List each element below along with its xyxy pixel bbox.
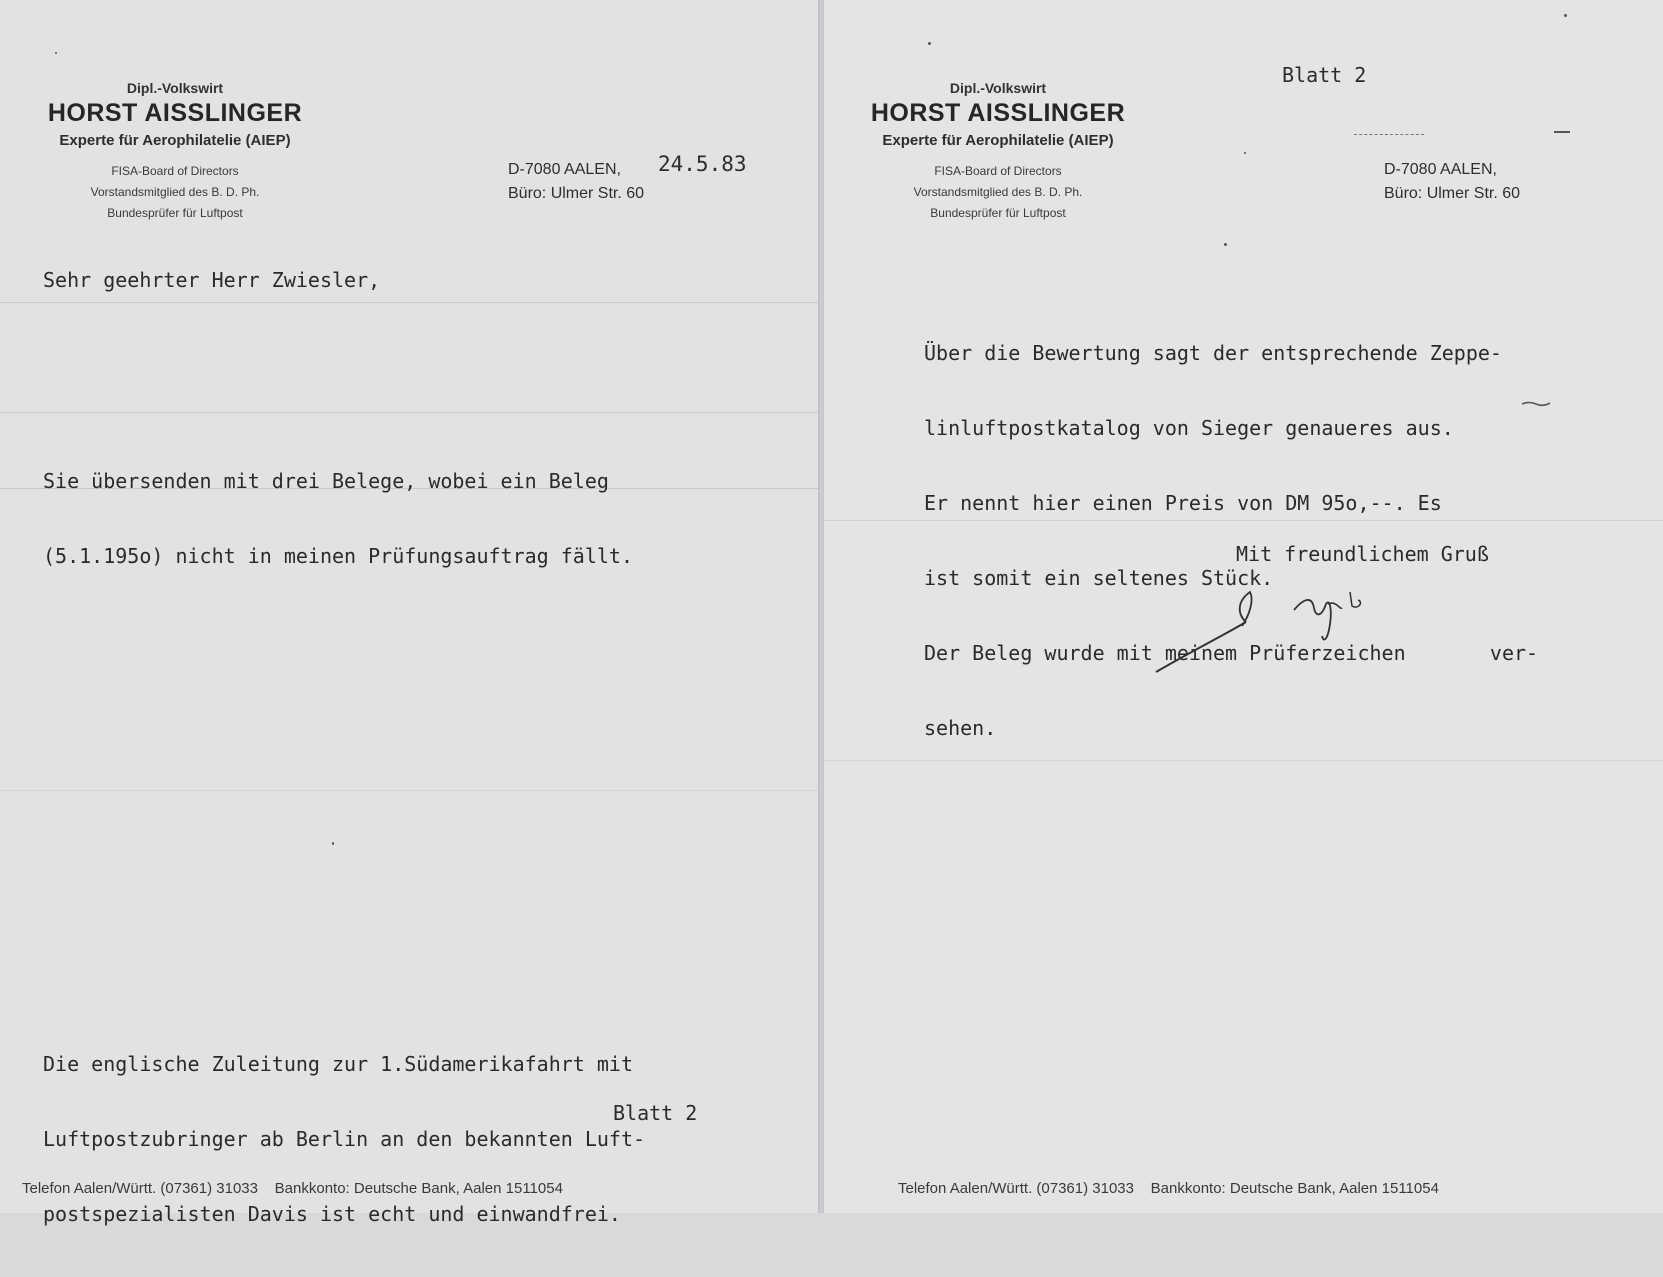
paper-speck <box>1564 14 1567 17</box>
sender-address <box>1384 158 1520 206</box>
fold-line <box>0 412 818 413</box>
text-line: Über die Bewertung sagt der entsprechende Zeppe- <box>924 341 1502 365</box>
continuation-note: Blatt 2 <box>613 1101 698 1125</box>
letterhead-role: Bundesprüfer für Luftpost <box>930 206 1066 220</box>
text-line: Luftpostzubringer ab Berlin an den bekannten Luft- <box>43 1127 646 1151</box>
footer: Telefon Aalen/Württ. (07361) 31033 Bankkonto: Deutsche Bank, Aalen 1511054 <box>22 1180 563 1197</box>
salutation: Sehr geehrter Herr Zwiesler, <box>43 268 381 292</box>
paper-smudge <box>1354 134 1424 136</box>
text-line: postspezialisten Davis ist echt und einwandfrei. <box>43 1202 621 1226</box>
paper-speck <box>332 842 334 845</box>
paragraph-2 <box>43 1002 645 1277</box>
text-line: Die englische Zuleitung zur 1.Südamerikafahrt mit <box>43 1052 634 1076</box>
paper-speck <box>1244 152 1246 154</box>
closing: Mit freundlichem Gruß <box>1236 542 1489 566</box>
letter-page-1 <box>0 0 818 1226</box>
paper-speck <box>55 52 57 54</box>
text-line: ist somit ein seltenes Stück. <box>924 566 1274 590</box>
address-city: D-7080 AALEN, <box>1384 161 1497 178</box>
letterhead <box>818 80 1178 224</box>
text-line: Sie übersenden mit drei Belege, wobei ein Beleg <box>43 469 609 493</box>
address-office: Büro: Ulmer Str. 60 <box>508 185 645 202</box>
letterhead-name: HORST AISSLINGER <box>870 99 1126 127</box>
fold-line <box>0 302 818 303</box>
text-line: (5.1.195o) nicht in meinen Prüfungsauftrag fällt. <box>43 544 634 568</box>
address-city: D-7080 AALEN, <box>508 161 621 178</box>
sender-address <box>508 158 644 206</box>
letterhead-role: FISA-Board of Directors <box>934 164 1062 178</box>
letterhead-name: HORST AISSLINGER <box>47 99 303 127</box>
letterhead-title: Dipl.-Volkswirt <box>949 80 1047 96</box>
letter-date: 24.5.83 <box>658 152 747 176</box>
letterhead-role: FISA-Board of Directors <box>111 164 239 178</box>
text-line: Der Beleg wurde mit meinem Prüferzeichen ver- <box>924 641 1539 665</box>
paper-speck <box>1224 243 1227 246</box>
text-line: Er nennt hier einen Preis von DM 95o,--. Es <box>924 491 1442 515</box>
fold-line <box>0 790 818 791</box>
paper-speck <box>928 42 931 45</box>
letterhead-role: Vorstandsmitglied des B. D. Ph. <box>913 185 1083 199</box>
paper-smudge <box>1554 131 1570 133</box>
examiner-mark-icon <box>1521 399 1551 407</box>
text-line: sehen. <box>924 716 997 740</box>
letter-page-2 <box>824 0 1663 1213</box>
letterhead-role: Bundesprüfer für Luftpost <box>107 206 243 220</box>
letterhead-expert: Experte für Aerophilatelie (AIEP) <box>882 132 1114 149</box>
paragraph-1 <box>43 419 633 619</box>
text-line: linluftpostkatalog von Sieger genaueres aus. <box>924 416 1454 440</box>
signature <box>1154 580 1364 680</box>
letterhead-role: Vorstandsmitglied des B. D. Ph. <box>90 185 260 199</box>
letterhead-expert: Experte für Aerophilatelie (AIEP) <box>59 132 291 149</box>
letterhead <box>0 80 355 224</box>
letterhead-title: Dipl.-Volkswirt <box>126 80 224 96</box>
footer: Telefon Aalen/Württ. (07361) 31033 Bankkonto: Deutsche Bank, Aalen 1511054 <box>898 1180 1439 1197</box>
address-office: Büro: Ulmer Str. 60 <box>1384 185 1521 202</box>
paragraph-body <box>924 291 1538 791</box>
page-label: Blatt 2 <box>1282 63 1367 87</box>
